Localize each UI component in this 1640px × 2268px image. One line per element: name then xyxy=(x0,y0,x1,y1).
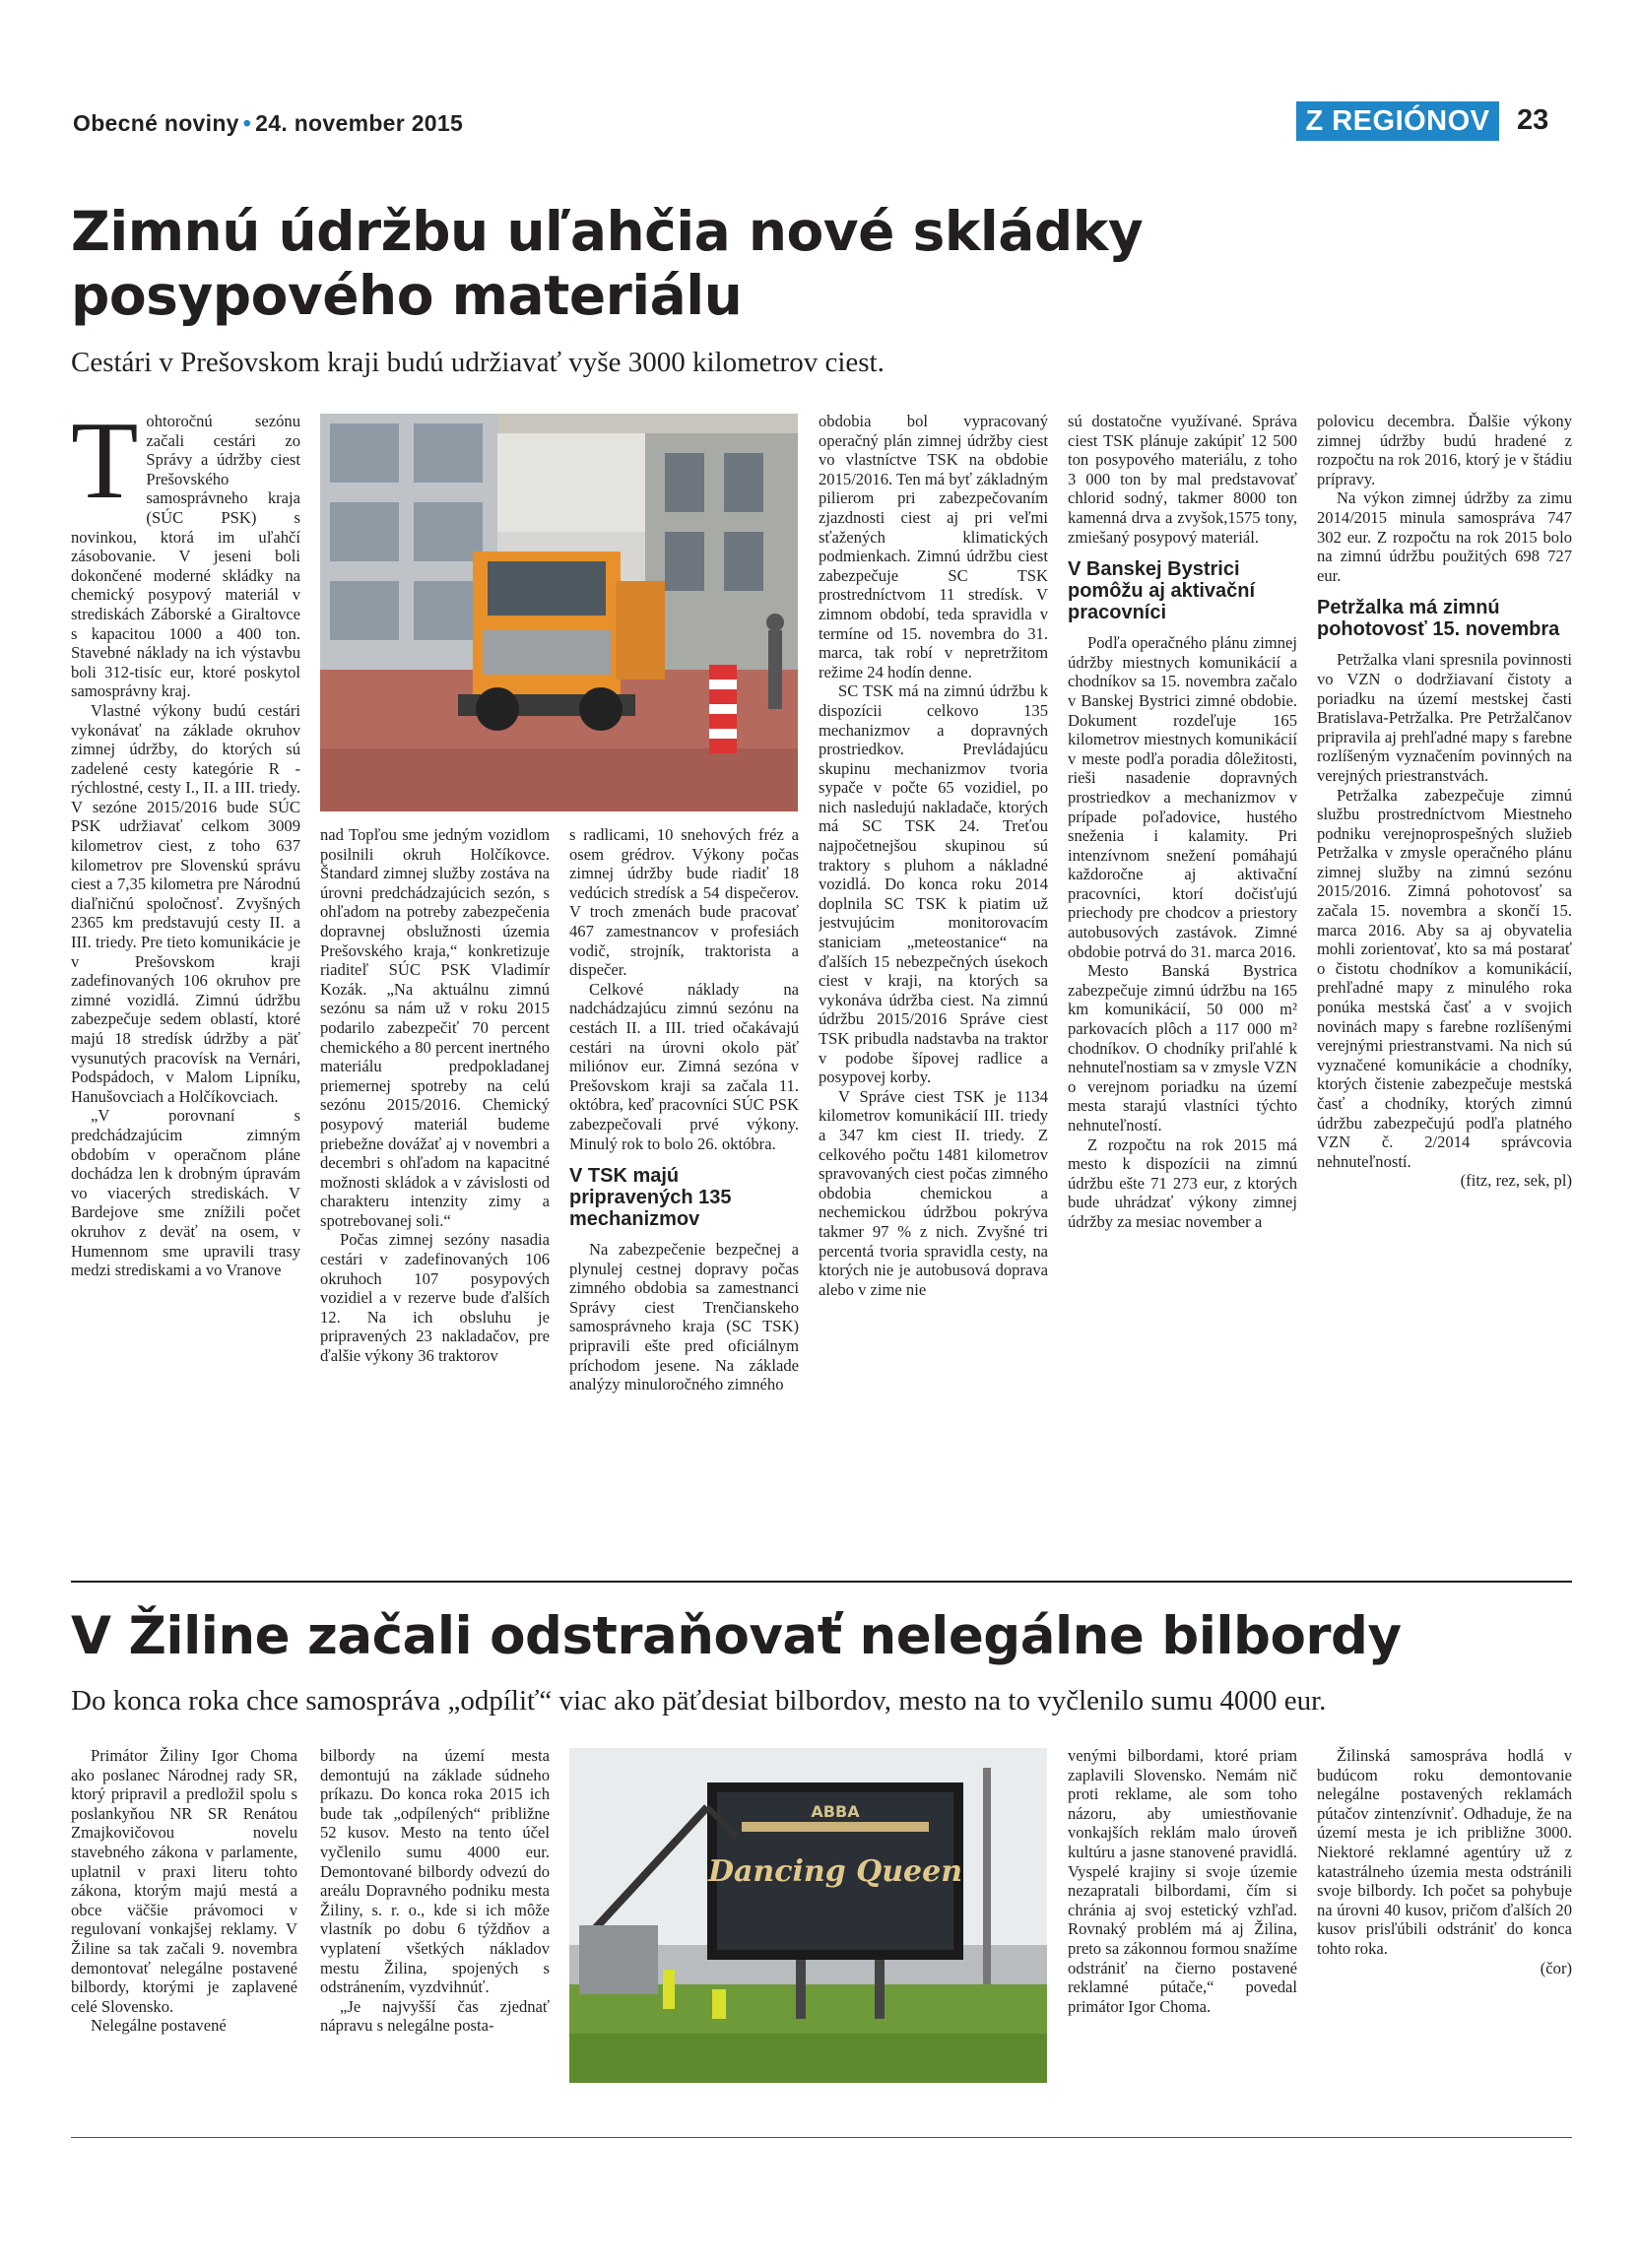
paragraph: venými bilbordami, ktoré priam zaplavili Slovensko. Nemám nič proti reklame, ale som toho názoru, aby umiestňovanie vonkajších reklám malo úroveň kultúru a jasne stanovené pravidlá. Vyspelé krajiny si svoje územie nezapratali bilbordami, čím si chránia aj svoj estetický vzhľad. Rovnaký problém má aj Žilina, preto sa zákonnou formou snažíme odstrániť na čierno postavené reklamné pútače,“ povedal primátor Igor Choma. xyxy=(1068,1746,1297,2016)
footer-rule xyxy=(71,2137,1572,2138)
article1-headline-line2: posypového materiálu xyxy=(71,264,743,327)
truck-photo-image xyxy=(320,414,798,811)
paragraph: Celkové náklady na nadchádzajúcu zimnú sezónu na cestách II. a III. tried očakávajú cestári na úrovni okolo päť miliónov eur. Zimná sezóna v Prešovskom kraji sa začala 11. októbra, keď pracovníci SÚC PSK zabezpečovali prvé výkony. Minulý rok to bolo 26. októbra. xyxy=(569,979,799,1153)
article1-column-1 xyxy=(71,412,300,1566)
issue-date: 24. november 2015 xyxy=(255,110,464,136)
article1-headline-line1: Zimnú údržbu uľahčia nové skládky xyxy=(71,200,1144,263)
article2-column-4 xyxy=(1317,1746,1572,2120)
drop-cap: T xyxy=(71,412,139,522)
paragraph: polovicu decembra. Ďalšie výkony zimnej údržby budú hradené z rozpočtu na rok 2016, ktorý je v štádiu prípravy. xyxy=(1317,412,1572,488)
section-label: Z REGIÓNOV xyxy=(1296,101,1499,141)
billboard-photo xyxy=(569,1748,1047,2083)
paragraph: „Je najvyšší čas zjednať nápravu s nelegálne posta- xyxy=(320,1996,550,2036)
article2-column-1 xyxy=(71,1746,297,2120)
paragraph: Na zabezpečenie bezpečnej a plynulej cestnej dopravy počas zimného obdobia sa zamestnanci Správy ciest Trenčianskeho samosprávneho kraja (SC TSK) pripravili ešte pred oficiálnym príchodom jesene. Na základe analýzy minuloročného zimného xyxy=(569,1240,799,1394)
paragraph: Petržalka vlani spresnila povinnosti vo VZN o dodržiavaní čistoty a poriadku na území mestskej časti Bratislava-Petržalka. Pre Petržalčanov pripravila aj prehľadné mapy s farebne rozlíšeným vyznačením povinných na verejných priestranstvách. xyxy=(1317,650,1572,785)
paragraph: nad Topľou sme jedným vozidlom posilnili okruh Holčíkovce. Štandard zimnej služby zostáva na úrovni predchádzajúcich sezón, s ohľadom na potreby zabezpečenia dopravnej obslužnosti územia Prešovského kraja,“ konkretizuje riaditeľ SÚC PSK Vladimír Kozák. „Na aktuálnu zimnú sezónu sa nám už v roku 2015 podarilo zabezpečiť 70 percent chemického a 80 percent inertného materiálu predpokladanej priemernej spotreby na celú sezónu 2015/2016. Chemický posypový materiál budeme priebežne dovážať aj v novembri a decembri s ohľadom na kapacitné možnosti skládok a v závislosti od charakteru intenzity zimy a spotrebovanej soli.“ xyxy=(320,825,550,1230)
paragraph: Petržalka zabezpečuje zimnú službu prostredníctvom Miestneho podniku verejnoprospešných služieb Petržalka v zmysle operačného plánu zimnej služby na zimnú sezónu 2015/2016. Zimná pohotovosť sa začala 15. novembra a skončí 15. marca 2016. Aby sa aj obyvatelia mohli zorientovať, kto sa má postarať o čistotu chodníkov a komunikácií, prehľadné mapy z minulého roka ponúka mestská časť a v svojich novinách mapy s farebne rozlíšenými verejnými priestranstvami. Na nich sú vyznačené komunikácie a chodníky, ktorých čistenie zabezpečuje mestská časť a chodníky, ktorých zimnú údržbu zabezpečujú podľa platného VZN č. 2/2014 správcovia nehnuteľností. xyxy=(1317,785,1572,1171)
article2-deck: Do konca roka chce samospráva „odpíliť“ viac ako päťdesiat bilbordov, mesto na to vyčlenilo sumu 4000 eur. xyxy=(71,1685,1327,1717)
paragraph: bilbordy na území mesta demontujú na základe súdneho príkazu. Do konca roka 2015 ich bude tak „odpílených“ približne 52 kusov. Mesto na tento účel vyčlenilo sumu 4000 eur. Demontované bilbordy odvezú do areálu Dopravného podniku mesta Žiliny, s. r. o., kde si ich môže vlastník po dobu 6 týždňov a vyplatení všetkých nákladov mestu Žilina, spojených s odstránením, vyzdvihnúť. xyxy=(320,1746,550,1997)
article2-column-2 xyxy=(320,1746,550,2120)
article2-headline: V Žiline začali odstraňovať nelegálne bilbordy xyxy=(71,1606,1402,1666)
subheading: Petržalka má zimnú pohotovosť 15. novembra xyxy=(1317,597,1560,641)
truck-photo xyxy=(320,414,798,811)
paragraph: Nelegálne postavené xyxy=(91,2016,227,2036)
separator-dot: • xyxy=(242,110,252,136)
paragraph: Primátor Žiliny Igor Choma ako poslanec Národnej rady SR, ktorý pripravil a predložil spolu s poslankyňou NR SR Renátou Zmajkovičovou novelu stavebného zákona v parlamente, uplatnil v praxi literu tohto zákona, ktorým majú mestá a obce väčšie právomoci v regulovaní vonkajšej reklamy. V Žiline sa tak začali 9. novembra demontovať nelegálne postavené bilbordy, ktorými je zaplavené celé Slovensko. xyxy=(71,1746,297,2016)
page-number: 23 xyxy=(1517,104,1549,136)
paragraph: Podľa operačného plánu zimnej údržby miestnych komunikácií a chodníkov sa 15. novembra začalo v Banskej Bystrici zimné obdobie. Dokument rozdeľuje 165 kilometrov miestnych komunikácií v meste podľa poradia dôležitosti, rieši nasadenie dopravných prostriedkov a mechanizmov v prípade poľadovice, hustého sneženia i kalamity. Pri intenzívnom snežení pomáhajú každoročne aj aktivační pracovníci, ktorí dočisťujú priechody pre chodcov a priestory autobusových zastávok. Zimné obdobie potrvá do 31. marca 2016. xyxy=(1068,633,1297,961)
paragraph: Vlastné výkony budú cestári vykonávať na základe okruhov zimnej údržby, do ktorých sú zadelené cesty kategórie R - rýchlostné, cesty I., II. a III. triedy. V sezóne 2015/2016 bude SÚC PSK udržiavať celkom 3009 kilometrov ciest, z toho 637 kilometrov pre Slovenskú správu ciest a 7,35 kilometra pre Národnú diaľničnú spoločnosť. Zvyšných 2365 km predstavujú cesty II. a III. triedy. Pre tieto komunikácie je v Prešovskom kraji zadefinovaných 106 okruhov pre zimné vozidlá. Zimnú údržbu zabezpečuje sedem oblastí, ktoré majú 18 stredísk údržby a päť vysunutých pracovísk na Vernári, Podspádoch, v Malom Lipníku, Hanušovciach a Holčíkovciach. xyxy=(71,700,300,1106)
article1-column-5 xyxy=(1068,412,1297,1566)
article1-column-3 xyxy=(569,825,799,1566)
masthead xyxy=(73,110,463,137)
paragraph: obdobia bol vypracovaný operačný plán zimnej údržby ciest vo vlastníctve TSK na obdobie 2015/2016. Ten má byť základným pilierom pri zabezpečovaním zjazdnosti ciest aj pri veľmi sťažených klimatických podmienkach. Zimnú údržbu ciest zabezpečuje SC TSK prostredníctvom 11 stredísk. V zimnom období, teda spravidla v termíne od 15. novembra do 31. marca, tak robí v nepretržitom režime 24 hodín denne. xyxy=(819,412,1048,681)
article2-column-3 xyxy=(1068,1746,1297,2120)
billboard-photo-image xyxy=(569,1748,1047,2083)
article-divider xyxy=(71,1581,1572,1583)
paragraph: Na výkon zimnej údržby za zimu 2014/2015 minula samospráva 747 302 eur. Z rozpočtu na rok 2015 bolo na zimnú údržbu použitých 698 727 eur. xyxy=(1317,488,1572,585)
author-signature: (fitz, rez, sek, pl) xyxy=(1460,1171,1572,1191)
subheading: V Banskej Bystrici pomôžu aj aktivační pracovníci xyxy=(1068,558,1256,624)
article1-column-2 xyxy=(320,825,550,1566)
article1-column-4 xyxy=(819,412,1048,1566)
publication-name: Obecné noviny xyxy=(73,110,239,136)
paragraph: Počas zimnej sezóny nasadia cestári v zadefinovaných 106 okruhoch 107 posypových vozidiel a v rezerve bude ďalších 12. Na ich obsluhu je pripravených 23 nakladačov, pre ďalšie výkony 36 traktorov xyxy=(320,1230,550,1366)
billboard-main-text: Dancing Queen xyxy=(707,1854,963,1889)
author-signature: (čor) xyxy=(1540,1958,1572,1977)
paragraph: Z rozpočtu na rok 2015 má mesto k dispozícii na zimnú údržbu ešte 71 273 eur, z ktorých bude uhrádzať výkony zimnej údržby za mesiac november a xyxy=(1068,1134,1297,1231)
subheading: V TSK majú pripravených 135 mechanizmov xyxy=(569,1165,732,1231)
billboard-sub-text: ABBA xyxy=(811,1802,860,1821)
paragraph: SC TSK má na zimnú údržbu k dispozícii celkovo 135 mechanizmov a dopravných prostriedkov. Prevládajúcu skupinu mechanizmov tvoria sypače v počte 65 vozidiel, po nich nasledujú nakladače, ktorých má SC TSK 24. Treťou najpočetnejšou skupinou sú traktory s pluhom a nákladné vozidlá. Do konca roku 2014 doplnila SC TSK k piatim už jestvujúcim monitorovacím staniciam „meteostanice“ na ďalších 15 nebezpečných úsekoch ciest v kraji, na ktorých sa vykonáva údržba ciest. Na zimnú údržbu 2015/2016 Správe ciest TSK pribudla nadstavba na traktor v podobe šípovej radlice a posypovej korby. xyxy=(819,681,1048,1087)
paragraph: sú dostatočne využívané. Správa ciest TSK plánuje zakúpiť 12 500 ton posypového materiálu, z toho 3 000 ton by mal predstavovať chlorid sodný, takmer 8000 ton kamenná drva a zvyšok,1575 tony, zmiešaný posypový materiál. xyxy=(1068,412,1297,547)
paragraph: Žilinská samospráva hodlá v budúcom roku demontovanie nelegálne postavených reklamách pútačov zintenzívniť. Odhaduje, že na území mesta je ich približne 3000. Niektoré reklamné agentúry už z katastrálneho územia mesta odstránili svoje bilbordy. Ich počet sa pohybuje na úrovni 40 kusov, pričom ďalších 20 kusov prisľúbili odstrániť do konca tohto roka. xyxy=(1317,1746,1572,1958)
article1-headline xyxy=(71,200,1253,328)
article1-deck: Cestári v Prešovskom kraji budú udržiavať vyše 3000 kilometrov ciest. xyxy=(71,347,885,378)
paragraph: Mesto Banská Bystrica zabezpečuje zimnú údržbu na 165 km komunikácií, 50 000 m² parkovacích plôch a 117 000 m² chodníkov. O chodníky priľahlé k nehnuteľnostiam sa v zmysle VZN o verejnom poriadku na území mesta starajú vlastníci týchto nehnuteľností. xyxy=(1068,961,1297,1134)
paragraph: ohtoročnú sezónu začali cestári zo Správy a údržby ciest Prešovského samosprávneho kraja (SÚC PSK) s novinkou, ktorá im uľahčí zásobovanie. V jeseni boli dokončené moderné skládky na chemický posypový materiál v strediskách Záborské a Giraltovce s kapacitou 1000 a 400 ton. Stavebné náklady na ich výstavbu boli 312-tisíc eur, ktoré poskytol samosprávny kraj. xyxy=(71,412,300,701)
paragraph: s radlicami, 10 snehových fréz a osem grédrov. Výkony počas zimnej údržby bude riadiť 18 vedúcich stredísk a 54 dispečerov. V troch zmenách bude pracovať 467 zamestnancov v profesiách vodič, strojník, traktorista a dispečer. xyxy=(569,825,799,980)
paragraph: „V porovnaní s predchádzajúcim zimným obdobím v operačnom pláne dochádza len k drobným úpravám vo viacerých strediskách. V Bardejove sme znížili počet okruhov z deväť na osem, v Humennom sme upravili trasy medzi strediskami a vo Vranove xyxy=(71,1106,300,1280)
paragraph: V Správe ciest TSK je 1134 kilometrov komunikácií III. triedy a 347 km ciest II. triedy. Z celkového počtu 1481 kilometrov spravovaných ciest počas zimného obdobia chemickou a nechemickou údržbou pokrýva takmer 97 % z nich. Zvyšné tri percentá tvoria spravidla cesty, na ktorých nie je autobusová doprava alebo v zime nie xyxy=(819,1086,1048,1299)
article1-column-6 xyxy=(1317,412,1572,1566)
